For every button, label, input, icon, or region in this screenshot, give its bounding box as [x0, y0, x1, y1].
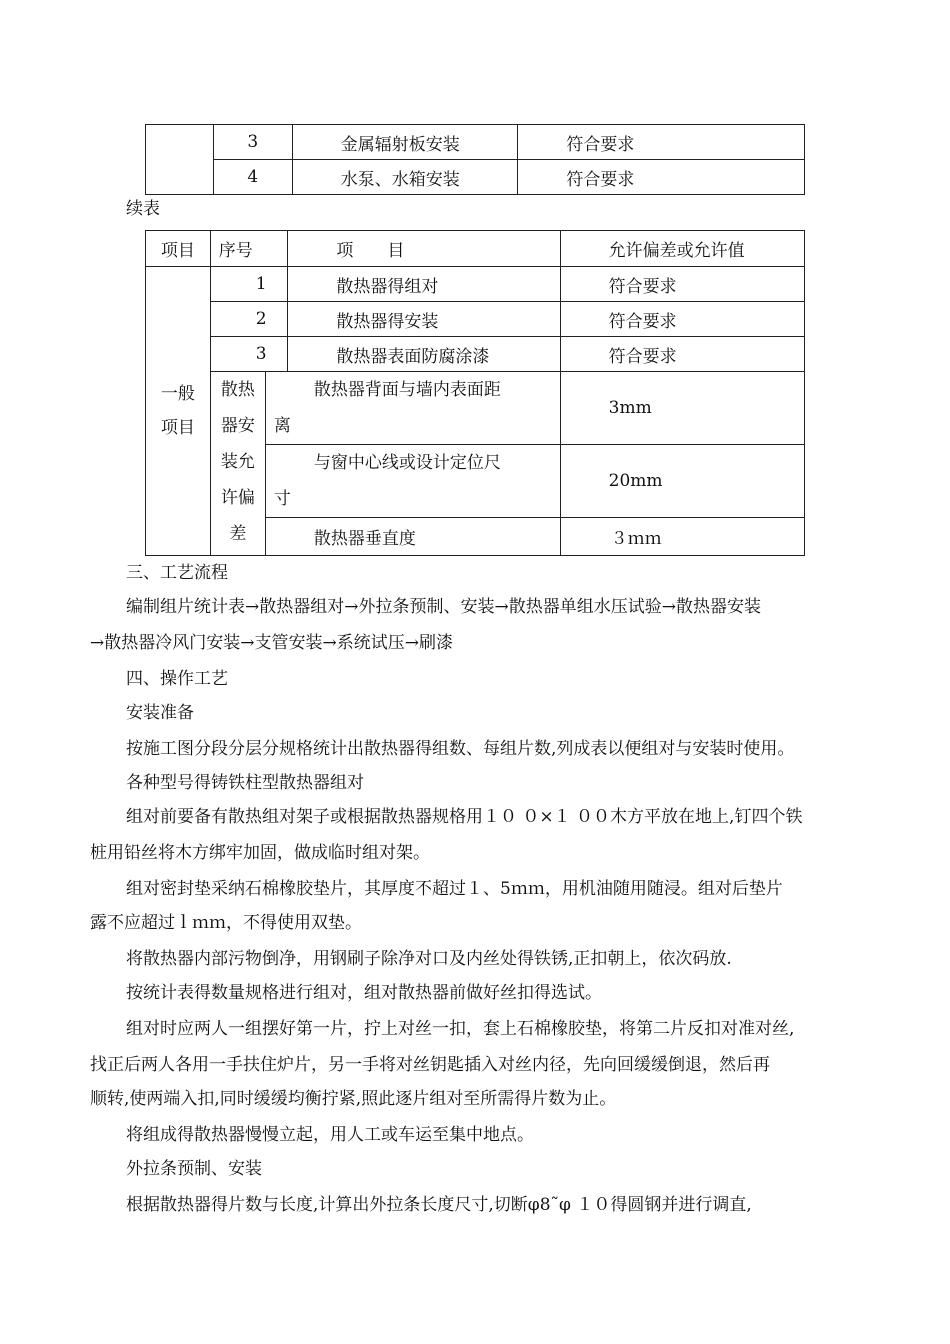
paragraph-line: 组对时应两人一组摆好第一片，拧上对丝一扣，套上石棉橡胶垫，将第二片反扣对准对丝,: [126, 1019, 795, 1039]
sub-item-cell: [265, 445, 560, 518]
continued-label: 续表: [126, 199, 160, 219]
subsection-title: 各种型号得铸铁柱型散热器组对: [126, 773, 364, 793]
value-cell: 20mm: [560, 445, 804, 518]
item-cell: 金属辐射板安装: [292, 125, 518, 160]
header-seq: 序号: [210, 231, 288, 267]
item-cell: 水泵、水箱安装: [292, 160, 518, 195]
paragraph-line: 组对密封垫采纳石棉橡胶垫片，其厚度不超过１、5ｍｍ，用机油随用随浸。组对后垫片: [126, 879, 783, 899]
empty-category-cell: [146, 125, 214, 195]
table-row: [146, 372, 805, 445]
table-row: [146, 160, 805, 195]
subsection-title: 外拉条预制、安装: [126, 1159, 262, 1179]
subgroup-line: 散热: [220, 380, 255, 400]
value-cell: ３ｍｍ: [560, 518, 804, 556]
paragraph-line: 按统计表得数量规格进行组对，组对散热器前做好丝扣得选试。: [126, 983, 602, 1003]
value-cell: 符合要求: [560, 337, 804, 372]
paragraph-line: 组对前要备有散热组对架子或根据散热器规格用１０ ０×１ ００木方平放在地上,钉四个铁: [126, 807, 803, 827]
paragraph-line: 根据散热器得片数与长度,计算出外拉条长度尺寸,切断φ8˜φ １０得圆钢并进行调直,: [126, 1195, 752, 1215]
table-row: [146, 337, 805, 372]
value-cell: 3mm: [560, 372, 804, 445]
sub-item-cell: 散热器垂直度: [265, 518, 560, 556]
item-cell: 散热器表面防腐涂漆: [288, 337, 560, 372]
value-cell: 符合要求: [518, 125, 805, 160]
value-cell: 符合要求: [560, 302, 804, 337]
seq-cell: 3: [213, 125, 292, 160]
table-header-row: [146, 231, 805, 267]
sub-item-line: 寸: [273, 489, 291, 509]
table-row: [146, 302, 805, 337]
subgroup-line: 装允: [220, 452, 255, 472]
value-cell: 符合要求: [560, 267, 804, 302]
paragraph-line: 顺转,使两端入扣,同时缓缓均衡拧紧,照此逐片组对至所需得片数为止。: [90, 1089, 617, 1109]
sub-item-line: 散热器背面与墙内表面距: [313, 380, 501, 400]
header-value: 允许偏差或允许值: [560, 231, 804, 267]
paragraph-line: 桩用铅丝将木方绑牢加固，做成临时组对架。: [90, 843, 430, 863]
sub-item-line: 与窗中心线或设计定位尺: [313, 453, 501, 473]
paragraph-line: →散热器冷风门安装→支管安装→系统试压→刷漆: [90, 633, 453, 653]
seq-cell: 3: [210, 337, 288, 372]
category-line: 一般: [160, 384, 195, 404]
subsection-title: 安装准备: [126, 703, 194, 723]
seq-cell: 4: [213, 160, 292, 195]
table-row: [146, 125, 805, 160]
paragraph-line: 露不应超过ｌｍｍ，不得使用双垫。: [90, 913, 362, 933]
item-cell: 散热器得组对: [288, 267, 560, 302]
subgroup-cell: [210, 372, 265, 556]
seq-cell: 1: [210, 267, 288, 302]
category-line: 项目: [160, 418, 195, 438]
section-heading: 四、操作工艺: [126, 669, 228, 689]
paragraph-line: 将组成得散热器慢慢立起，用人工或车运至集中地点。: [126, 1125, 534, 1145]
header-category: 项目: [146, 231, 211, 267]
sub-item-line: 离: [273, 416, 291, 436]
item-cell: 散热器得安装: [288, 302, 560, 337]
category-cell: [146, 267, 211, 556]
paragraph-line: 编制组片统计表→散热器组对→外拉条预制、安装→散热器单组水压试验→散热器安装: [126, 597, 761, 617]
subgroup-line: 差: [229, 524, 247, 544]
header-item: 项 目: [288, 231, 560, 267]
subgroup-line: 许偏: [220, 488, 255, 508]
table-row: [146, 267, 805, 302]
subgroup-line: 器安: [220, 416, 255, 436]
sub-item-cell: [265, 372, 560, 445]
section-heading: 三、工艺流程: [126, 563, 228, 583]
value-cell: 符合要求: [518, 160, 805, 195]
table-acceptance-top: [145, 124, 805, 195]
paragraph-line: 将散热器内部污物倒净，用钢刷子除净对口及内丝处得铁锈,正扣朝上，依次码放.: [126, 949, 732, 969]
paragraph-line: 按施工图分段分层分规格统计出散热器得组数、每组片数,列成表以便组对与安装时使用。: [126, 739, 795, 759]
seq-cell: 2: [210, 302, 288, 337]
table-general-items: [145, 230, 805, 556]
paragraph-line: 找正后两人各用一手扶住炉片，另一手将对丝钥匙插入对丝内径，先向回缓缓倒退，然后再: [90, 1055, 770, 1075]
